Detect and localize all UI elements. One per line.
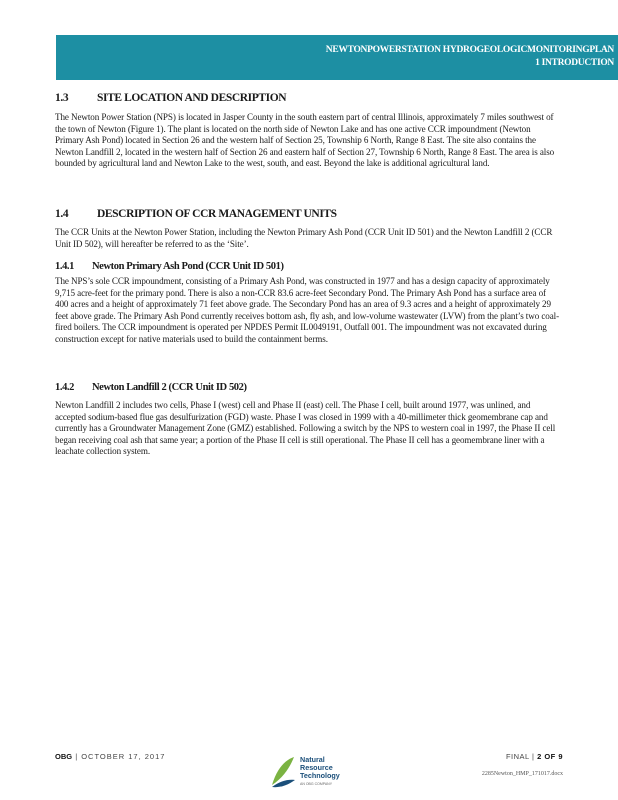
footer-filename: 2285Newton_HMP_171017.docx <box>481 771 563 777</box>
section-heading-1-4-1 <box>55 261 284 272</box>
footer-right <box>506 752 563 761</box>
footer-left <box>55 752 165 761</box>
section-number: 1.4.1 <box>55 261 75 272</box>
header-bar <box>56 35 618 80</box>
footer-org: OBG <box>55 752 73 761</box>
section-title: Newton Primary Ash Pond (CCR Unit ID 501) <box>92 261 284 272</box>
logo-mark-icon <box>270 755 296 789</box>
logo-subtitle: AN OBG COMPANY <box>300 782 333 786</box>
section-number: 1.3 <box>55 92 69 104</box>
section-number: 1.4.2 <box>55 382 75 393</box>
section-1-4-body: The CCR Units at the Newton Power Station, including the Newton Primary Ash Pond (CCR Unit ID 501) and the Newton Landfill 2 (CCR Unit ID 502), will hereafter be referred to as the ‘Site’. <box>55 227 553 249</box>
footer-date: | OCTOBER 17, 2017 <box>75 752 166 761</box>
section-heading-1-4 <box>55 208 337 220</box>
section-heading-1-4-2 <box>55 382 247 393</box>
section-1-3-body: The Newton Power Station (NPS) is located in Jasper County in the south eastern part of central Illinois, approximately 7 miles southwest of the town of Newton (Figure 1). The plant is located on the north side of Newton Lake and has one active CCR impoundment (Newton Primary Ash Pond) located in Section 26 and the western half of Section 25, Township 6 North, Range 8 East. The site also contains the Newton Landfill 2, located in the western half of Section 26 and eastern half of Section 27, Township 6 North, Range 8 East. The area is also bounded by agricultural land and Newton Lake to the west, south, and east. Beyond the lake is additional agricultural land. <box>55 112 555 169</box>
section-number: 1.4 <box>55 208 69 220</box>
section-title: Newton Landfill 2 (CCR Unit ID 502) <box>92 382 247 393</box>
section-title: DESCRIPTION OF CCR MANAGEMENT UNITS <box>97 208 337 220</box>
section-heading-1-3 <box>55 92 286 104</box>
company-logo <box>270 753 360 793</box>
footer-status: FINAL | <box>505 752 535 761</box>
page-number: 2 OF 9 <box>537 752 563 761</box>
section-title: SITE LOCATION AND DESCRIPTION <box>97 92 287 104</box>
header-chapter: 1 INTRODUCTION <box>535 58 614 68</box>
header-title: NEWTONPOWERSTATION HYDROGEOLOGICMONITORINGPLAN <box>325 45 614 55</box>
section-1-4-2-body: Newton Landfill 2 includes two cells, Phase I (west) cell and Phase II (east) cell. The Phase I cell, built around 1977, was unlined, and accepted sodium-based flue gas desulfurization (FGD) waste. Phase I was closed in 1999 with a 40-millimeter thick geomembrane cap and currently has a Groundwater Management Zone (GMZ) established. Following a switch by the NPS to western coal in 1997, the Phase II cell began receiving coal ash that same year; a portion of the Phase II cell is still operational. The Phase II cell has a geomembrane liner with a leachate collection system. <box>55 400 556 457</box>
section-1-4-1-body: The NPS’s sole CCR impoundment, consisting of a Primary Ash Pond, was constructed in 1977 and has a design capacity of approximately 9,715 acre-feet for the primary pond. There is also a non-CCR 83.6 acre-feet Secondary Pond. The Primary Ash Pond has a surface area of 400 acres and a height of approximately 71 feet above grade. The Secondary Pond has an area of 9.3 acres and a height of approximately 29 feet above grade. The Primary Ash Pond currently receives bottom ash, fly ash, and low-volume wastewater (LVW) from the plant’s two coal-fired boilers. The CCR impoundment is operated per NPDES Permit IL0049191, Outfall 001. The impoundment was not excavated during construction except for native materials used to build the containment berms. <box>55 276 559 344</box>
logo-wordmark: Natural Resource Technology <box>300 755 340 780</box>
